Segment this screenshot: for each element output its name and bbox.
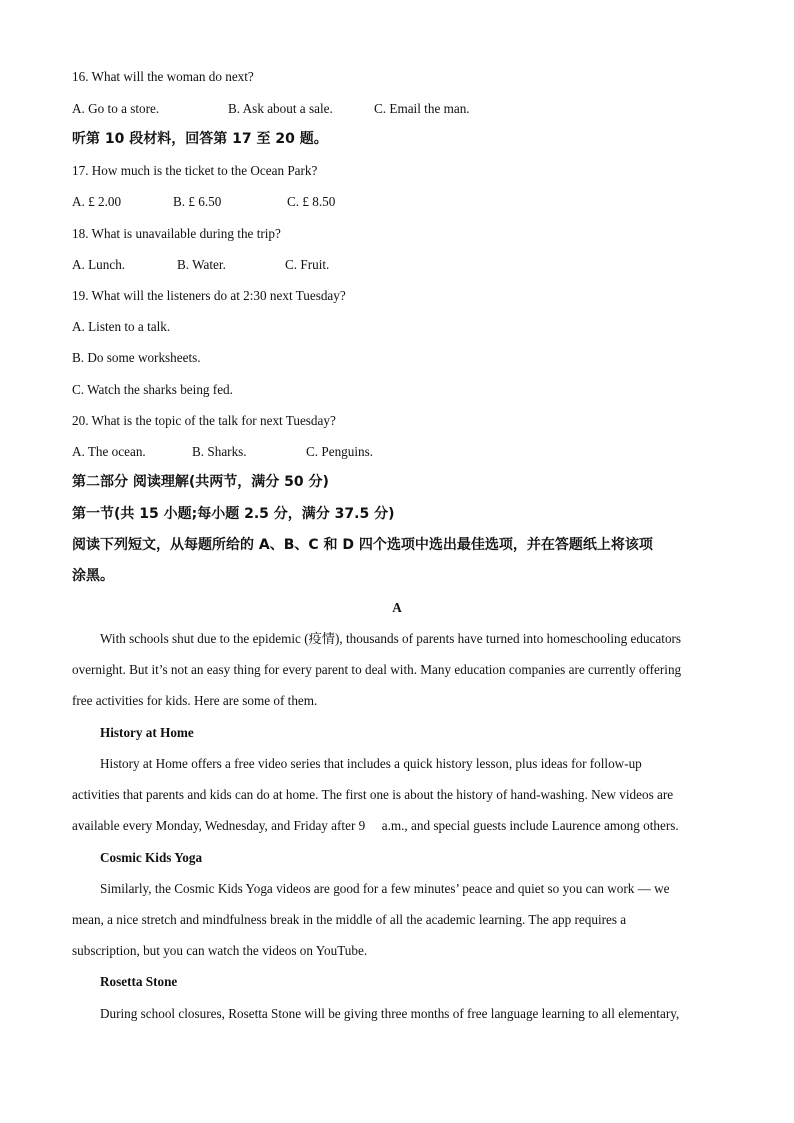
question-19-option-a: A. Listen to a talk.: [72, 319, 171, 334]
yoga-line-3: subscription, but you can watch the videos on YouTube.: [72, 943, 368, 958]
history-line-2: activities that parents and kids can do at home. The first one is about the history of hand-washing. New videos are: [72, 787, 674, 802]
passage-label: A: [392, 600, 402, 615]
yoga-heading: Cosmic Kids Yoga: [100, 850, 203, 865]
rosetta-heading: Rosetta Stone: [100, 974, 178, 989]
question-17-options: [72, 195, 335, 208]
question-18: 18. What is unavailable during the trip?: [72, 226, 281, 241]
yoga-line-2: mean, a nice stretch and mindfulness break in the middle of all the academic learning. The app requires a: [72, 912, 627, 927]
option-c: C. Email the man.: [374, 101, 470, 116]
option-c: C. Fruit.: [285, 257, 330, 272]
option-b: B. £ 6.50: [173, 194, 222, 209]
option-a: A. Go to a store.: [72, 101, 160, 116]
option-a: A. Lunch.: [72, 257, 126, 272]
history-line-3: available every Monday, Wednesday, and Friday after 9 a.m., and special guests include Laurence among others.: [72, 818, 679, 833]
option-a: A. The ocean.: [72, 444, 146, 459]
section-10-heading: 听第 10 段材料，回答第 17 至 20 题。: [72, 131, 328, 147]
option-b: B. Water.: [177, 257, 226, 272]
history-heading: History at Home: [100, 725, 194, 740]
question-20-options: [72, 445, 373, 458]
question-18-options: [72, 258, 329, 271]
intro-line-1: With schools shut due to the epidemic (疫情), thousands of parents have turned into homeschooling educators: [100, 631, 682, 646]
instructions-line-2: 涂黑。: [72, 568, 114, 584]
question-20: 20. What is the topic of the talk for next Tuesday?: [72, 413, 336, 428]
intro-line-2: overnight. But it’s not an easy thing for every parent to deal with. Many education companies are currently offering: [72, 662, 682, 677]
yoga-line-1: Similarly, the Cosmic Kids Yoga videos are good for a few minutes’ peace and quiet so you can work — we: [100, 881, 670, 896]
history-line-1: History at Home offers a free video series that includes a quick history lesson, plus ideas for follow-up: [100, 756, 642, 771]
instructions-line-1: 阅读下列短文，从每题所给的 A、B、C 和 D 四个选项中选出最佳选项，并在答题纸上将该项: [72, 537, 653, 553]
question-16: 16. What will the woman do next?: [72, 69, 254, 84]
question-19: 19. What will the listeners do at 2:30 next Tuesday?: [72, 288, 346, 303]
intro-line-3: free activities for kids. Here are some of them.: [72, 693, 318, 708]
option-b: B. Sharks.: [192, 444, 247, 459]
question-16-options: [72, 102, 470, 115]
rosetta-line-1: During school closures, Rosetta Stone will be giving three months of free language learning to all elementary,: [100, 1006, 680, 1021]
option-c: C. £ 8.50: [287, 194, 336, 209]
option-a: A. £ 2.00: [72, 194, 122, 209]
option-b: B. Ask about a sale.: [228, 101, 333, 116]
section-one-heading: 第一节(共 15 小题;每小题 2.5 分，满分 37.5 分): [72, 506, 395, 522]
question-19-option-c: C. Watch the sharks being fed.: [72, 382, 233, 397]
question-17: 17. How much is the ticket to the Ocean Park?: [72, 163, 318, 178]
option-c: C. Penguins.: [306, 444, 374, 459]
question-19-option-b: B. Do some worksheets.: [72, 350, 201, 365]
part-two-heading: 第二部分 阅读理解(共两节，满分 50 分): [72, 474, 329, 490]
